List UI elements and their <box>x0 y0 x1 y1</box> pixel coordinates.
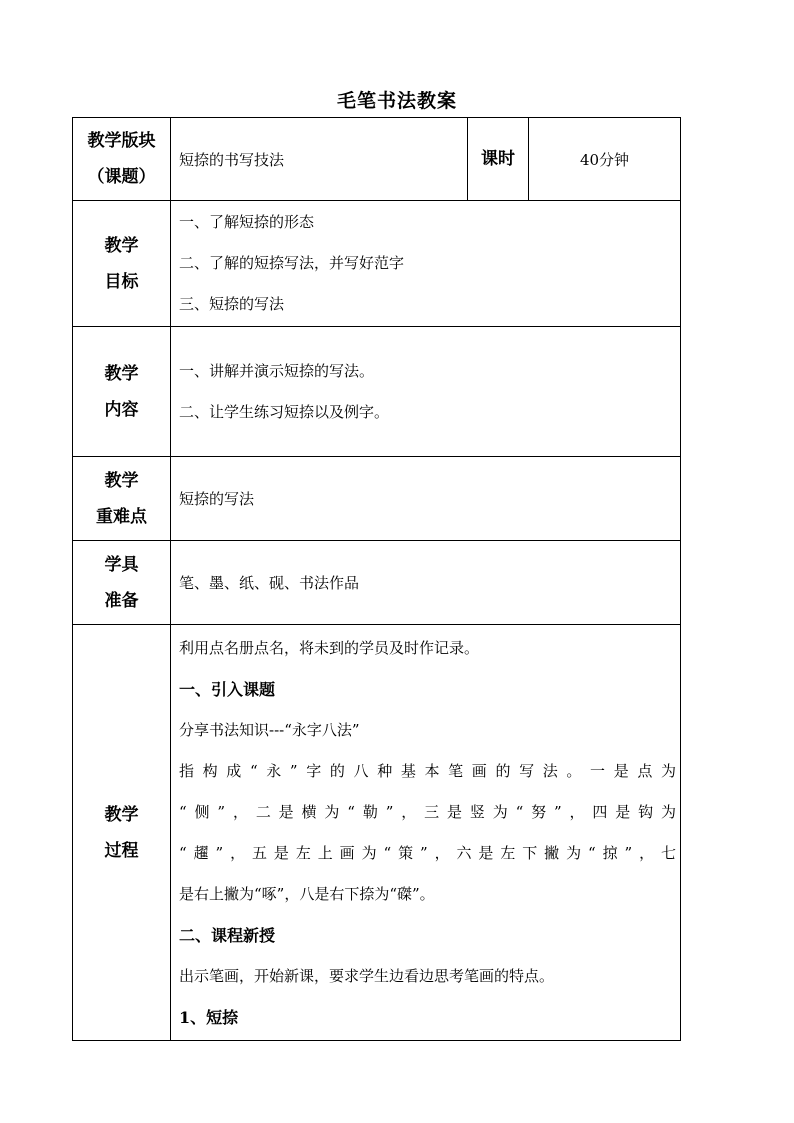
process-row <box>73 625 681 1041</box>
lesson-plan-table <box>72 117 681 1041</box>
period-value-text: 40分钟 <box>579 150 630 169</box>
tools-text: 笔、墨、纸、砚、书法作品 <box>179 574 360 592</box>
process-content <box>171 625 681 1041</box>
content-item: 一、讲解并演示短捺的写法。 <box>179 361 375 380</box>
section-heading: 一、引入课题 <box>179 679 276 699</box>
contents-content <box>171 327 681 457</box>
paragraph-line: 是右上撇为“啄”，八是右下捺为“磔”。 <box>179 884 435 903</box>
goals-content <box>171 201 681 327</box>
keypoints-label-line1: 教学 <box>104 470 139 491</box>
module-label <box>73 118 171 201</box>
content-item: 二、让学生练习短捺以及例字。 <box>179 402 390 421</box>
module-value <box>171 118 468 201</box>
goals-label-line1: 教学 <box>104 235 139 256</box>
contents-label <box>73 327 171 457</box>
period-label-text: 课时 <box>481 149 515 169</box>
keypoints-label-line2: 重难点 <box>96 506 147 527</box>
keypoints-label <box>73 457 171 541</box>
goal-item: 三、短捺的写法 <box>179 295 285 313</box>
contents-label-line1: 教学 <box>104 363 139 384</box>
header-row <box>73 118 681 201</box>
tools-row <box>73 541 681 625</box>
page-title: 毛笔书法教案 <box>336 90 457 112</box>
section-heading: 二、课程新授 <box>179 925 276 945</box>
share-text: 分享书法知识---“永字八法” <box>179 720 360 739</box>
keypoints-content <box>171 457 681 541</box>
goals-row <box>73 201 681 327</box>
process-label-line2: 过程 <box>104 840 139 861</box>
goal-item: 二、了解的短捺写法，并写好范字 <box>179 254 405 272</box>
tools-label-line1: 学具 <box>104 554 139 575</box>
paragraph-line: “侧”，二是横为“勒”，三是竖为“努”，四是钩为 <box>179 802 676 821</box>
process-label <box>73 625 171 1041</box>
goals-label <box>73 201 171 327</box>
period-label <box>468 118 529 201</box>
keypoints-row <box>73 457 681 541</box>
process-label-line1: 教学 <box>104 804 139 825</box>
tools-content <box>171 541 681 625</box>
paragraph-line: “趯”，五是左上画为“策”，六是左下撇为“掠”，七 <box>179 843 676 862</box>
contents-row <box>73 327 681 457</box>
contents-label-line2: 内容 <box>104 399 139 420</box>
tools-label-line2: 准备 <box>104 590 139 611</box>
tools-label <box>73 541 171 625</box>
module-label-line1: 教学版块 <box>87 131 156 151</box>
period-value <box>529 118 681 201</box>
new-lesson-text: 出示笔画，开始新课，要求学生边看边思考笔画的特点。 <box>179 966 555 985</box>
paragraph-line: 指构成“永”字的八种基本笔画的写法。一是点为 <box>179 761 676 780</box>
module-label-line2: （课题） <box>87 167 156 187</box>
subheading: 1、短捺 <box>179 1007 239 1027</box>
module-value-text: 短捺的书写技法 <box>179 150 285 169</box>
goals-label-line2: 目标 <box>104 271 139 292</box>
roll-call-text: 利用点名册点名，将未到的学员及时作记录。 <box>179 638 480 657</box>
goal-item: 一、了解短捺的形态 <box>179 213 315 231</box>
keypoints-text: 短捺的写法 <box>179 490 255 508</box>
